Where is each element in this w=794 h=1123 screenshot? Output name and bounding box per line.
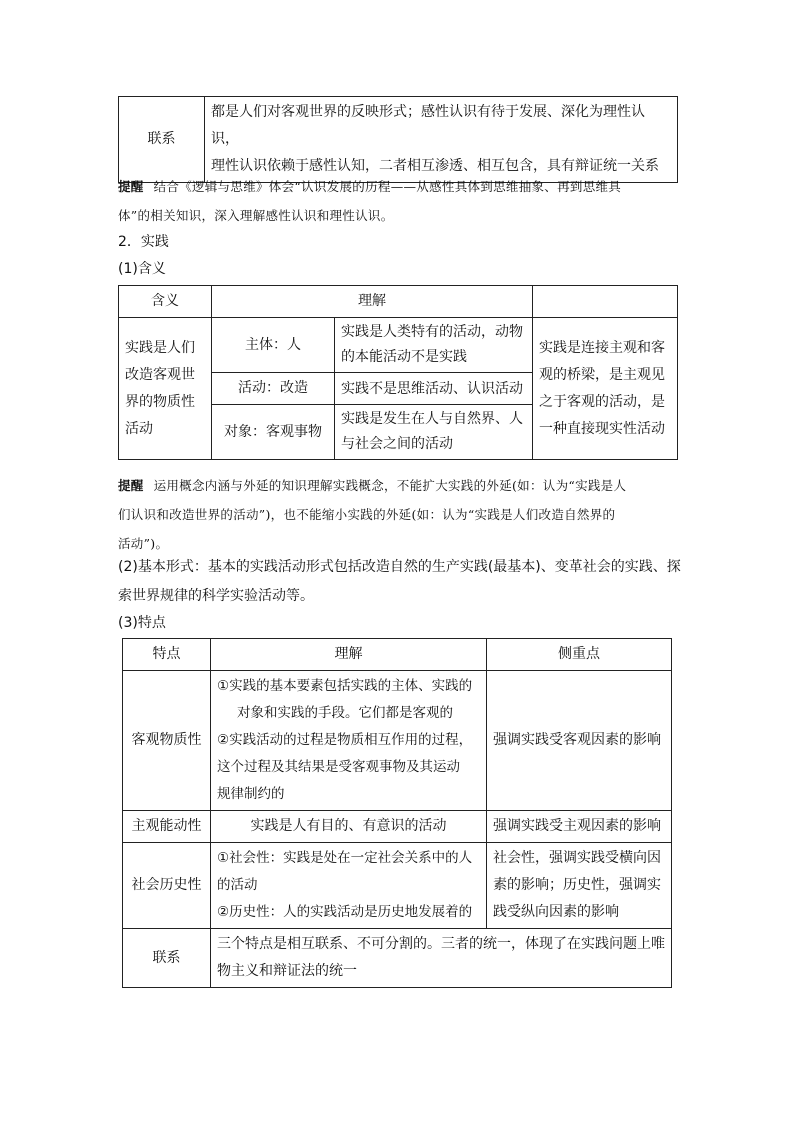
meaning-header-row xyxy=(119,286,678,318)
features-row-social xyxy=(123,843,672,929)
social-name: 社会历史性 xyxy=(123,843,211,929)
features-header-row xyxy=(123,639,672,671)
features-header-focus: 侧重点 xyxy=(487,639,672,671)
relation-line-1: 都是人们对客观世界的反映形式；感性认识有待于发展、深化为理性认识， xyxy=(211,104,645,147)
tip-2 xyxy=(118,471,678,558)
tip-2-line-1 xyxy=(118,471,678,500)
meaning-definition: 实践是人们改造客观世界的物质性活动 xyxy=(119,318,212,460)
relation-line-2: 理性认识依赖于感性认知，二者相互渗透、相互包含，具有辩证统一关系 xyxy=(211,158,659,174)
social-u2: ②历史性：人的实践活动是历史地发展着的 xyxy=(217,904,473,920)
social-u1a: ①社会性：实践是处在一定社会关系中的人 xyxy=(217,850,473,866)
meaning-header-empty xyxy=(533,286,678,318)
tip-1-line-1 xyxy=(118,172,678,201)
relation-table xyxy=(118,96,678,183)
meaning-table xyxy=(118,285,678,460)
objective-focus: 强调实践受客观因素的影响 xyxy=(487,671,672,811)
tip-2-line-3: 活动”)。 xyxy=(118,536,169,551)
objective-name: 客观物质性 xyxy=(123,671,211,811)
meaning-row-1 xyxy=(119,318,678,373)
social-understanding xyxy=(211,843,487,929)
section-2-heading: 2．实践 xyxy=(118,234,169,250)
tip-1 xyxy=(118,172,678,230)
meaning-value-2: 实践不是思维活动、认识活动 xyxy=(335,373,533,405)
objective-u1b: 对象和实践的手段。它们都是客观的 xyxy=(237,705,453,721)
objective-u1a: ①实践的基本要素包括实践的主体、实践的 xyxy=(217,678,473,694)
subjective-focus: 强调实践受主观因素的影响 xyxy=(487,811,672,843)
features-header-feature: 特点 xyxy=(123,639,211,671)
features-row-objective xyxy=(123,671,672,811)
features-row-relation xyxy=(123,929,672,988)
relation-label: 联系 xyxy=(119,97,205,183)
tip-1-line-2: 体”的相关知识，深入理解感性认识和理性认识。 xyxy=(118,208,394,223)
subjective-understanding: 实践是人有目的、有意识的活动 xyxy=(211,811,487,843)
basic-form-line-2: 索世界规律的科学实验活动等。 xyxy=(118,588,314,604)
features-row-subjective xyxy=(123,811,672,843)
meaning-key-2: 活动：改造 xyxy=(212,373,335,405)
tip-1-text-1: 结合《逻辑与思维》体会“认识发展的历程——从感性具体到思维抽象、再到思维具 xyxy=(153,179,622,194)
meaning-value-1: 实践是人类特有的活动，动物的本能活动不是实践 xyxy=(335,318,533,373)
features-relation-text: 三个特点是相互联系、不可分割的。三者的统一，体现了在实践问题上唯物主义和辩证法的统一 xyxy=(211,929,672,988)
tip-2-line-2: 们认识和改造世界的活动”)，也不能缩小实践的外延(如：认为“实践是人们改造自然界的 xyxy=(118,507,616,522)
subjective-name: 主观能动性 xyxy=(123,811,211,843)
meaning-header-understanding: 理解 xyxy=(212,286,533,318)
meaning-summary: 实践是连接主观和客观的桥梁，是主观见之于客观的活动，是一种直接现实性活动 xyxy=(533,318,678,460)
tip-2-text-1: 运用概念内涵与外延的知识理解实践概念，不能扩大实践的外延(如：认为“实践是人 xyxy=(153,478,627,493)
features-table xyxy=(122,638,672,988)
basic-form-line-1: (2)基本形式：基本的实践活动形式包括改造自然的生产实践(最基本)、变革社会的实践、探 xyxy=(118,559,681,575)
tip-1-label: 提醒 xyxy=(118,179,144,194)
meaning-key-1: 主体：人 xyxy=(212,318,335,373)
features-relation-name: 联系 xyxy=(123,929,211,988)
section-2-sub-1: (1)含义 xyxy=(118,261,166,277)
meaning-key-3: 对象：客观事物 xyxy=(212,405,335,460)
social-u1b: 的活动 xyxy=(217,877,258,893)
sub-3-heading: (3)特点 xyxy=(118,615,166,631)
features-header-understanding: 理解 xyxy=(211,639,487,671)
objective-u2b: 这个过程及其结果是受客观事物及其运动 xyxy=(217,759,460,775)
objective-u2a: ②实践活动的过程是物质相互作用的过程， xyxy=(217,732,473,748)
meaning-header-meaning: 含义 xyxy=(119,286,212,318)
relation-row xyxy=(119,97,678,183)
objective-understanding xyxy=(211,671,487,811)
relation-text xyxy=(205,97,678,183)
social-focus: 社会性，强调实践受横向因素的影响；历史性，强调实践受纵向因素的影响 xyxy=(487,843,672,929)
basic-form xyxy=(118,553,683,611)
meaning-value-3: 实践是发生在人与自然界、人与社会之间的活动 xyxy=(335,405,533,460)
tip-2-label: 提醒 xyxy=(118,478,144,493)
objective-u2c: 规律制约的 xyxy=(217,786,285,802)
